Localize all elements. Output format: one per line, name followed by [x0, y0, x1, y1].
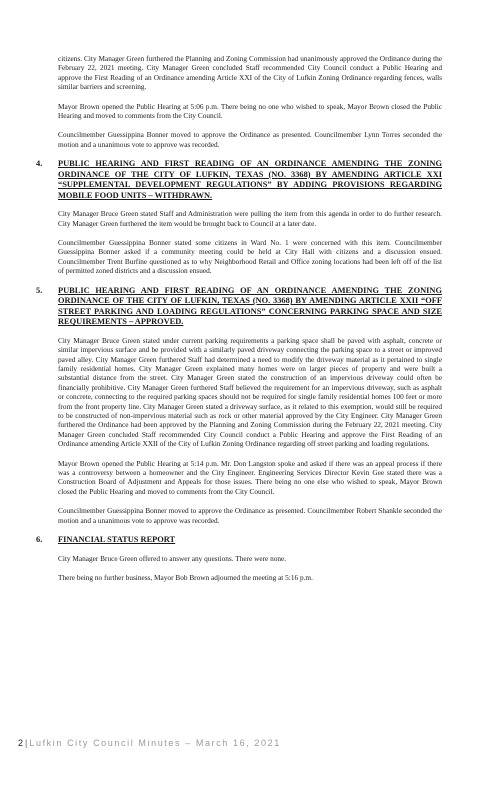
paragraph-parking-requirements: City Manager Bruce Green stated under current parking requirements a parking space shall be paved with asphalt, concrete or similar impervious surface and be provided with a similarly paved driveway connecting the parking space to a street or improved paved alley. City Manager Green furthered Staff had determined a need to modify the driveway material as it pertained to single family residential homes. City Manager Green explained many homes were on larger pieces of property and were built a substantial distance from the street. City Manager Green stated the construction of an impervious driveway could often be financially prohibitive. City Manager Green furthered Staff believed the requirement for an impervious driveway, such as asphalt or concrete, connecting to the required parking spaces should not be required for single family residential homes 100 feet or more from the front property line. City Manager Green stated a driveway surface, as it related to this exemption, would still be required to be constructed of non-impervious material such as rock or other material approved by the City Engineer. City Manager Green furthered the Ordinance had been approved by the Planning and Zoning Commission during the February 22, 2021 meeting. City Manager Green concluded Staff recommended City Council conduct a Public Hearing and approve the First Reading of an Ordinance amending Article XXII of the City of Lufkin Zoning Ordinance regarding off street parking and loading regulations. — [58, 335, 442, 449]
agenda-item-number: 4. — [36, 159, 43, 169]
agenda-item-6 — [36, 535, 442, 546]
paragraph-motion-approve: Councilmember Guessippina Bonner moved to approve the Ordinance as presented. Councilmember Lynn Torres seconded the motion and a unanimous vote to approve was recorded. — [58, 130, 442, 149]
agenda-item-title: PUBLIC HEARING AND FIRST READING OF AN ORDINANCE AMENDING THE ZONING ORDINANCE OF THE CITY OF LUFKIN, TEXAS (NO. 3368) BY AMENDING ARTICLE XXI “SUPPLEMENTAL DEVELOPMENT REGULATIONS” BY ADDING PROVISIONS REGARDING MOBILE FOOD UNITS – WITHDRAWN. — [58, 159, 442, 200]
agenda-item-number: 5. — [36, 285, 43, 295]
paragraph-public-hearing-open-close: Mayor Brown opened the Public Hearing at 5:06 p.m. There being no one who wished to speak, Mayor Brown closed the Public Hearing and moved to comments from the City Council. — [58, 101, 442, 121]
paragraph-council-discussion: Councilmember Guessippina Bonner stated some citizens in Ward No. 1 were concerned with this item. Councilmember Guessippina Bonner asked if a community meeting could be held at City Hall with citizens and a discussion ensued. Councilmember Trent Burfine questioned as to why Neighborhood Retail and Office zoning locations had been left off of the list of permitted zoned districts and a discussion ensued. — [58, 238, 442, 276]
paragraph-public-hearing-parking: Mayor Brown opened the Public Hearing at 5:14 p.m. Mr. Don Langston spoke and asked if there was an appeal process if there was a controversy between a homeowner and the City Engineer. Engineering Services Director Kevin Gee stated there was a Construction Board of Adjustment and Appeals for those issues. There being no one else who wished to speak, Mayor Brown closed the Public Hearing and moved to comments from the City Council. — [58, 458, 442, 496]
paragraph-adjournment: There being no further business, Mayor Bob Brown adjourned the meeting at 5:16 p.m. — [58, 572, 313, 582]
footer-separator: | — [25, 738, 28, 748]
minutes-body — [36, 54, 442, 592]
agenda-item-5 — [36, 286, 442, 328]
page-number: 2 — [18, 738, 24, 748]
agenda-item-4 — [36, 159, 442, 201]
paragraph-motion-approve-parking: Councilmember Guessippina Bonner moved to approve the Ordinance as presented. Councilmember Robert Shankle seconded the motion and a unanimous vote to approve was recorded. — [58, 506, 442, 525]
agenda-item-title: FINANCIAL STATUS REPORT — [58, 535, 176, 544]
paragraph-item-withdrawn: City Manager Bruce Green stated Staff and Administration were pulling the item from this agenda in order to do further research. City Manager Green furthered the item would be brought back to Council at a later date. — [58, 209, 442, 228]
page-footer — [18, 738, 281, 748]
agenda-item-number: 6. — [36, 535, 43, 544]
paragraph-financial-questions: City Manager Bruce Green offered to answer any questions. There were none. — [58, 553, 287, 563]
footer-text: Lufkin City Council Minutes – March 16, 2021 — [29, 738, 281, 748]
paragraph-fences-ordinance: citizens. City Manager Green furthered the Planning and Zoning Commission had unanimously approved the Ordinance during the February 22, 2021 meeting. City Manager Green concluded Staff recommended City Council conduct a Public Hearing and approve the First Reading of an Ordinance amending Article XXI of the City of Lufkin Zoning Ordinance regarding fences, walls similar barriers and screening. — [58, 54, 442, 92]
agenda-item-title: PUBLIC HEARING AND FIRST READING OF AN ORDINANCE AMENDING THE ZONING ORDINANCE OF THE CITY OF LUFKIN, TEXAS (NO. 3368) BY AMENDING ARTICLE XXII “OFF STREET PARKING AND LOADING REGULATIONS” CONCERNING PARKING SPACE AND SIZE REQUIREMENTS – APPROVED. — [58, 285, 442, 327]
